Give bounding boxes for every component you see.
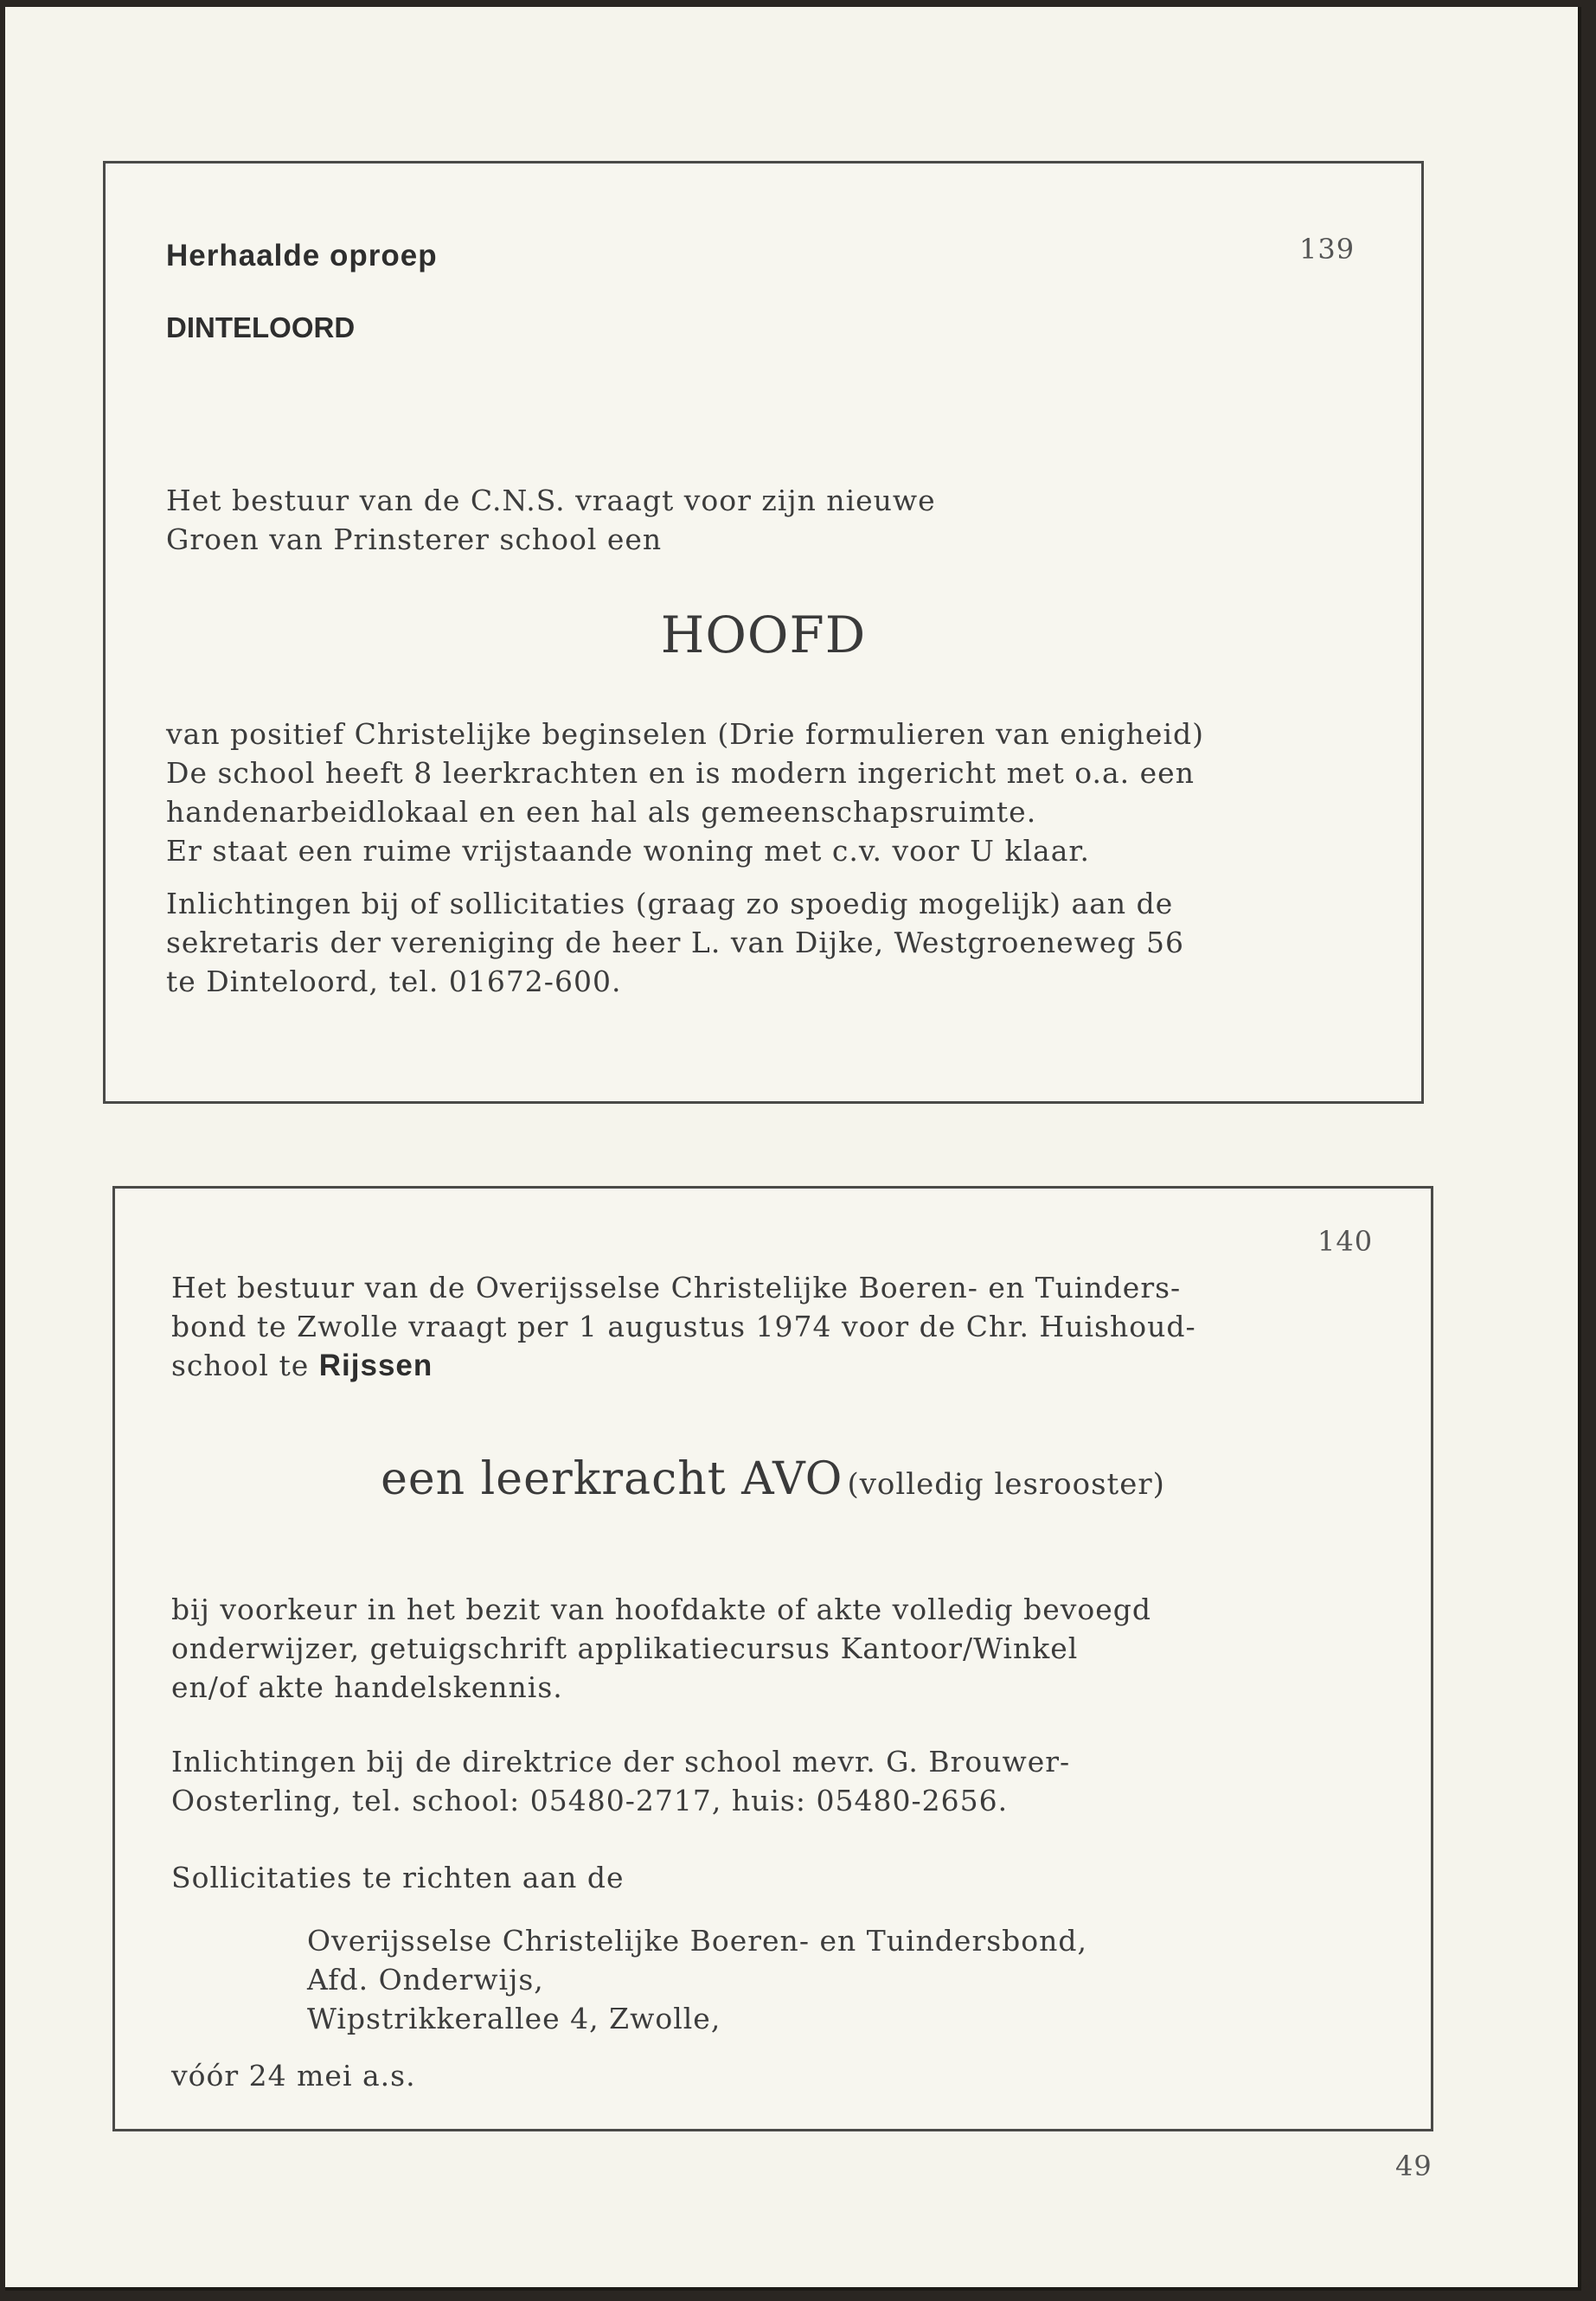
text-line: Er staat een ruime vrijstaande woning met c.v. voor U klaar.	[166, 834, 1091, 868]
ad-address	[307, 1921, 1087, 2038]
text-line: bij voorkeur in het bezit van hoofdakte of akte volledig bevoegd	[171, 1593, 1152, 1626]
text-line: Wipstrikkerallee 4, Zwolle,	[307, 2002, 721, 2035]
text-line	[171, 1346, 1196, 1385]
text-line: Overijsselse Christelijke Boeren- en Tuindersbond,	[307, 1924, 1088, 1958]
ad-info	[171, 1742, 1070, 1820]
ad-deadline: vóór 24 mei a.s.	[171, 2059, 416, 2093]
page	[5, 7, 1581, 2291]
ad-intro	[166, 481, 936, 559]
text-line: onderwijzer, getuigschrift applikatiecursus Kantoor/Winkel	[171, 1631, 1079, 1665]
text-line: Het bestuur van de Overijsselse Christelijke Boeren- en Tuinders-	[171, 1271, 1182, 1304]
text-line: Inlichtingen bij de direktrice der school mevr. G. Brouwer-	[171, 1745, 1071, 1779]
ad-body	[166, 715, 1204, 870]
text-line: en/of akte handelskennis.	[171, 1670, 563, 1704]
text-line: bond te Zwolle vraagt per 1 augustus 1974 voor de Chr. Huishoud-	[171, 1310, 1196, 1343]
ad-place: DINTELOORD	[166, 311, 356, 343]
ad-number: 140	[1317, 1225, 1374, 1258]
ad-heading: Herhaalde oproep	[166, 239, 438, 272]
ad-position	[115, 1453, 1431, 1505]
position-note: (volledig lesrooster)	[847, 1467, 1165, 1502]
ad-requirements	[171, 1590, 1151, 1707]
text-line: Inlichtingen bij of sollicitaties (graag zo spoedig mogelijk) aan de	[166, 887, 1174, 920]
ad-140	[112, 1186, 1433, 2131]
text-line: De school heeft 8 leerkrachten en is modern ingericht met o.a. een	[166, 756, 1195, 790]
intro-prefix: school te	[171, 1349, 310, 1382]
ad-139	[103, 161, 1424, 1104]
ad-number: 139	[1299, 233, 1356, 266]
page-number: 49	[1395, 2150, 1433, 2182]
text-line: te Dinteloord, tel. 01672-600.	[166, 965, 622, 998]
apply-intro: Sollicitaties te richten aan de	[171, 1861, 625, 1894]
ad-position: HOOFD	[660, 606, 867, 664]
text-line: Oosterling, tel. school: 05480-2717, huis: 05480-2656.	[171, 1784, 1009, 1817]
text-line: Afd. Onderwijs,	[307, 1963, 544, 1997]
text-line: sekretaris der vereniging de heer L. van Dijke, Westgroeneweg 56	[166, 926, 1185, 959]
ad-contact	[166, 884, 1184, 1001]
text-line: Het bestuur van de C.N.S. vraagt voor zijn nieuwe	[166, 484, 936, 517]
position-title: een leerkracht AVO	[381, 1453, 843, 1505]
ad-place: Rijssen	[318, 1349, 433, 1382]
ad-intro	[171, 1268, 1196, 1385]
text-line: handenarbeidlokaal en een hal als gemeenschapsruimte.	[166, 795, 1037, 829]
text-line: van positief Christelijke beginselen (Drie formulieren van enigheid)	[166, 717, 1205, 751]
text-line: Groen van Prinsterer school een	[166, 522, 663, 556]
